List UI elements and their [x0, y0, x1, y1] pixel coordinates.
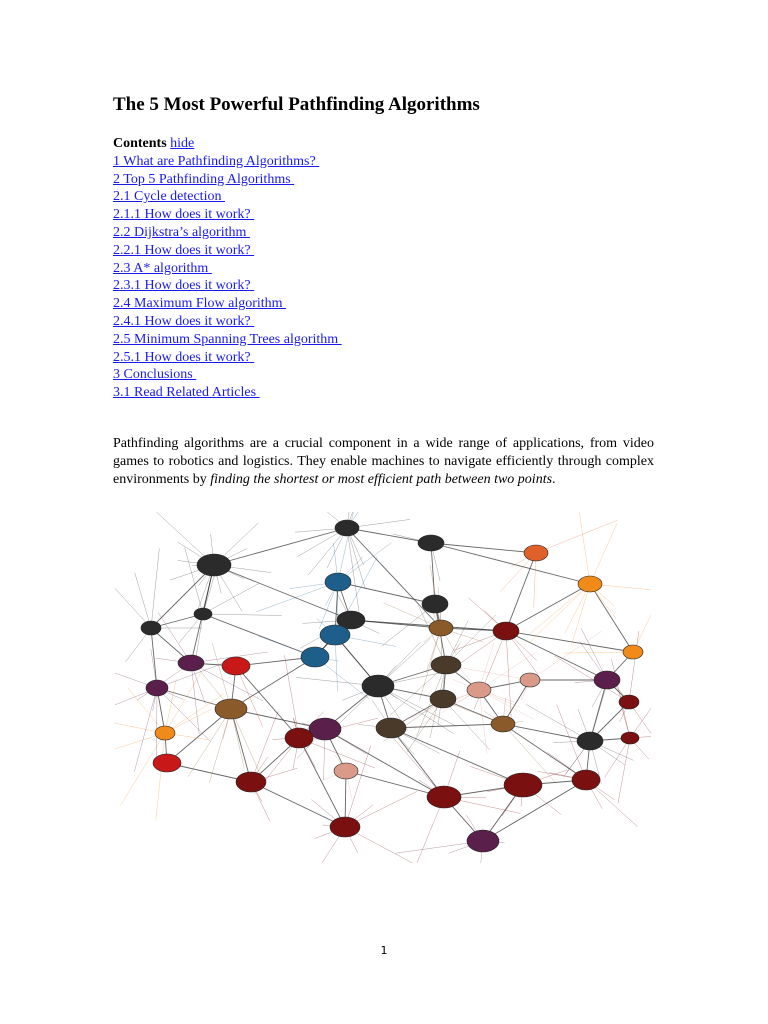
graph-fan-edge — [151, 548, 159, 628]
toc-link[interactable]: 2.4.1 How does it work? — [113, 313, 255, 329]
page-number: 1 — [380, 944, 388, 957]
toc-link[interactable]: 2.5 Minimum Spanning Trees algorithm — [113, 331, 342, 347]
graph-fan-edge — [203, 614, 282, 615]
graph-fan-edge — [156, 688, 157, 763]
graph-fan-edge — [530, 584, 590, 634]
toc-link[interactable]: 2.2 Dijkstra’s algorithm — [113, 224, 250, 240]
toc-hide-link[interactable]: hide — [170, 136, 195, 151]
graph-edge — [506, 631, 607, 680]
graph-node — [194, 608, 212, 620]
graph-node — [430, 690, 456, 708]
graph-node — [520, 673, 540, 687]
graph-fan-edge — [629, 631, 639, 702]
graph-node — [197, 554, 231, 576]
graph-node — [431, 656, 461, 674]
toc-link[interactable]: 2.1 Cycle detection — [113, 189, 225, 205]
graph-node — [335, 520, 359, 536]
graph-node — [578, 576, 602, 592]
graph-edge — [236, 666, 299, 738]
graph-node — [141, 621, 161, 635]
toc-link[interactable]: 2.4 Maximum Flow algorithm — [113, 296, 287, 312]
graph-edge — [351, 620, 506, 631]
graph-node — [309, 718, 341, 740]
graph-edge — [338, 582, 435, 604]
graph-node — [376, 718, 406, 738]
graph-fan-edge — [506, 631, 511, 717]
graph-edge — [506, 553, 536, 631]
table-of-contents — [113, 135, 342, 402]
graph-edge — [506, 584, 590, 631]
graph-node — [153, 754, 181, 772]
toc-link[interactable]: 3.1 Read Related Articles — [113, 385, 260, 401]
graph-node — [504, 773, 542, 797]
graph-edge — [231, 709, 251, 782]
graph-node — [623, 645, 643, 659]
graph-node — [493, 622, 519, 640]
graph-fan-edge — [536, 520, 618, 553]
graph-edge — [251, 782, 345, 827]
graph-node — [178, 655, 204, 671]
toc-link[interactable]: 2.3.1 How does it work? — [113, 278, 255, 294]
toc-link[interactable]: 2.1.1 How does it work? — [113, 207, 255, 223]
graph-edge — [299, 738, 345, 827]
graph-edge — [506, 631, 633, 652]
graph-fan-edge — [251, 711, 278, 782]
graph-edge — [214, 528, 347, 565]
graph-node — [362, 675, 394, 697]
graph-node — [594, 671, 620, 689]
intro-emphasis: finding the shortest or most efficient path between two points — [210, 471, 553, 487]
graph-edge — [151, 628, 157, 688]
network-graph-image — [113, 510, 653, 865]
graph-node — [467, 830, 499, 852]
graph-edge — [431, 543, 536, 553]
graph-node — [619, 695, 639, 709]
graph-node — [222, 657, 250, 675]
graph-node — [146, 680, 168, 696]
graph-fan-edge — [185, 548, 203, 614]
graph-node — [334, 763, 358, 779]
graph-edge — [590, 584, 633, 652]
graph-fan-edge — [590, 523, 617, 584]
page-title: The 5 Most Powerful Pathfinding Algorithms — [113, 94, 480, 115]
toc-link[interactable]: 3 Conclusions — [113, 367, 197, 383]
intro-end: . — [552, 471, 556, 487]
toc-link[interactable]: 2 Top 5 Pathfinding Algorithms — [113, 171, 295, 187]
graph-node — [621, 732, 639, 744]
graph-node — [467, 682, 491, 698]
graph-node — [422, 595, 448, 613]
graph-node — [236, 772, 266, 792]
graph-node — [418, 535, 444, 551]
graph-fan-edge — [564, 652, 633, 653]
graph-node — [330, 817, 360, 837]
graph-fan-edge — [165, 694, 224, 733]
toc-link[interactable]: 2.3 A* algorithm — [113, 260, 212, 276]
graph-edge — [391, 728, 444, 797]
graph-fan-edge — [345, 746, 371, 827]
graph-node — [325, 573, 351, 591]
toc-heading: Contents — [113, 136, 167, 151]
graph-node — [491, 716, 515, 732]
graph-node — [524, 545, 548, 561]
graph-fan-edge — [135, 573, 151, 628]
graph-edge — [391, 728, 523, 785]
graph-fan-edge — [134, 688, 157, 772]
intro-text: Pathfinding algorithms are a crucial component in a wide range of applications, from video games to robotics and logistics. They enable machines to navigate efficiently through complex environments by — [113, 436, 654, 487]
graph-node — [572, 770, 600, 790]
toc-link[interactable]: 1 What are Pathfinding Algorithms? — [113, 153, 320, 169]
graph-fan-edge — [387, 730, 444, 797]
graph-fan-edge — [579, 512, 590, 584]
graph-node — [429, 620, 453, 636]
graph-node — [577, 732, 603, 750]
graph-fan-edge — [188, 709, 231, 777]
graph-edge — [214, 565, 351, 620]
graph-node — [427, 786, 461, 808]
graph-fan-edge — [347, 528, 359, 613]
intro-paragraph — [113, 435, 654, 488]
graph-node — [285, 728, 313, 748]
graph-node — [215, 699, 247, 719]
toc-link[interactable]: 2.2.1 How does it work? — [113, 242, 255, 258]
graph-node — [155, 726, 175, 740]
graph-edge — [391, 724, 503, 728]
graph-fan-edge — [284, 655, 299, 738]
graph-node — [301, 647, 329, 667]
toc-link[interactable]: 2.5.1 How does it work? — [113, 349, 255, 365]
graph-node — [320, 625, 350, 645]
graph-fan-edge — [231, 709, 263, 781]
graph-edge — [431, 543, 590, 584]
graph-fan-edge — [203, 584, 259, 614]
graph-fan-edge — [209, 709, 231, 783]
toc-header — [113, 135, 342, 153]
